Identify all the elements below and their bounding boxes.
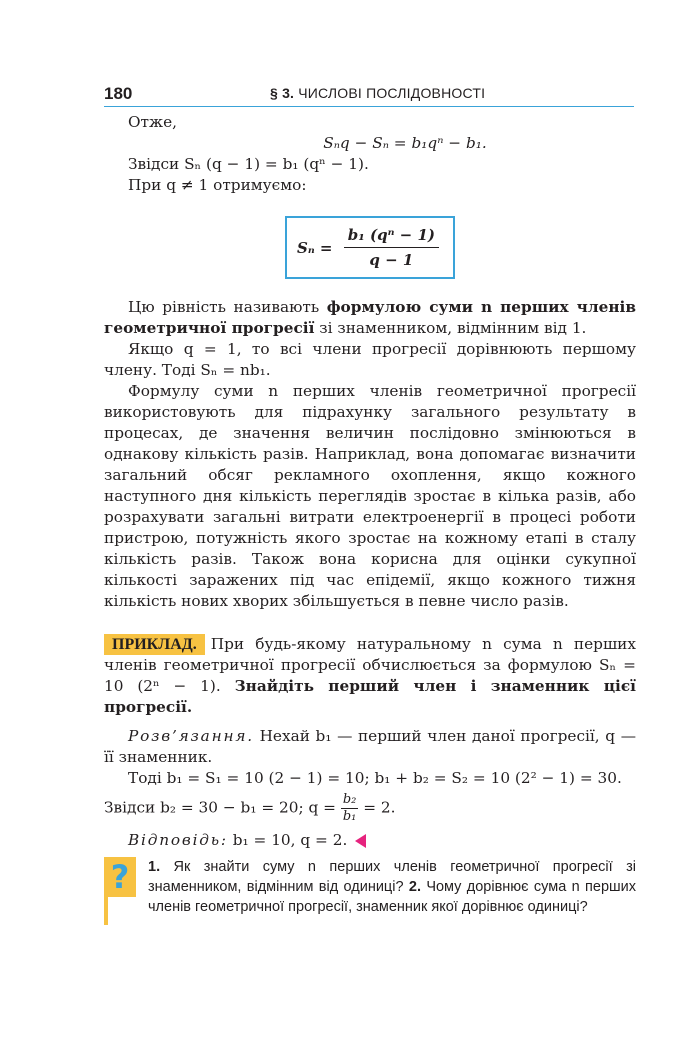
- answer-line: [104, 830, 636, 851]
- question-1-text: Як знайти суму n перших членів геометричної прогресії зі знаменником, відмінним від одиниці?: [148, 859, 636, 895]
- paragraph-applications: Формулу суми n перших членів геометричної прогресії використовують для підрахунку загального результату в процесах, де значення величин послідовно змінюються в однакову кількість разів. Наприклад, вона допомагає визначити загальний обсяг рекламного охоплення, якщо кожного наступного дня кількість переглядів зростає в кілька разів, або розрахувати загальні витрати електроенергії в процесі роботи пристрою, потужність якого зростає на кожному етапі в сталу кількість разів. Також вона корисна для оцінки сукупної кількості заражених під час епідемії, якщо кожного тижня кількість нових хворих збільшується в певне число разів.: [104, 382, 636, 610]
- paragraph-q-equals-one: Якщо q = 1, то всі члени прогресії дорівнюють першому члену. Тоді Sₙ = nb₁.: [104, 340, 636, 379]
- solution-text: Нехай b₁ — перший член даної прогресії, q — її знаменник.: [104, 727, 636, 766]
- formula-lhs: Sₙ =: [296, 238, 333, 257]
- solution-intro: [104, 726, 636, 768]
- derivation-zvidsy: Звідси Sₙ (q − 1) = b₁ (qⁿ − 1).: [128, 155, 369, 173]
- example-condition: При будь-якому натуральному n сума n перших членів геометричної прогресії обчислюється за формулою Sₙ = 10 (2ⁿ − 1).: [104, 635, 636, 695]
- question-accent-bar: [104, 897, 108, 925]
- derivation-condition: При q ≠ 1 отримуємо:: [128, 176, 307, 194]
- end-of-example-arrow-icon: [355, 834, 366, 848]
- main-content: [104, 112, 636, 851]
- solution-line-todi: Тоді b₁ = S₁ = 10 (2 − 1) = 10; b₁ + b₂ = S₂ = 10 (2² − 1) = 30.: [128, 769, 622, 787]
- question-1-number: 1.: [148, 859, 161, 875]
- solution-line-zvidsy: [104, 793, 636, 824]
- page-number: 180: [104, 84, 133, 103]
- question-2-number: 2.: [408, 879, 421, 895]
- formula-container: [104, 216, 636, 279]
- example-task: Знайдіть перший член і знаменник цієї прогресії.: [104, 677, 636, 716]
- questions-text: [148, 857, 636, 917]
- section-title-text: ЧИСЛОВІ ПОСЛІДОВНОСТІ: [298, 85, 486, 101]
- example-statement: [104, 634, 636, 718]
- definition-prefix: Цю рівність називають: [128, 298, 327, 316]
- sum-formula-box: [285, 216, 455, 279]
- paragraph-definition: [104, 297, 636, 339]
- question-mark-icon: ?: [104, 857, 136, 897]
- section-title: [270, 85, 485, 101]
- q-result: = 2.: [358, 798, 396, 817]
- solution-label: Розв’язання.: [128, 727, 254, 745]
- example-badge: ПРИКЛАД.: [104, 634, 205, 655]
- q-fraction: [341, 793, 359, 824]
- formula-numerator: b₁ (qⁿ − 1): [344, 226, 439, 248]
- derivation-otzhe: Отже,: [128, 113, 177, 131]
- page-header: [104, 80, 634, 107]
- formula-denominator: q − 1: [369, 251, 414, 269]
- q-fraction-numerator: b₂: [342, 792, 357, 807]
- question-2-text: Чому дорівнює сума n перших членів геометричної прогресії, знаменник якої дорівнює одиниці?: [148, 879, 636, 915]
- formula-fraction: [344, 226, 439, 269]
- definition-term: формулою суми n перших членів геометричної прогресії: [104, 298, 636, 337]
- section-symbol: § 3.: [270, 85, 295, 101]
- solution-zvidsy-text: Звідси b₂ = 30 − b₁ = 20; q =: [104, 798, 341, 817]
- answer-label: Відповідь:: [128, 831, 228, 849]
- definition-suffix: зі знаменником, відмінним від 1.: [314, 319, 587, 337]
- answer-text: b₁ = 10, q = 2.: [227, 831, 348, 849]
- q-fraction-denominator: b₁: [342, 809, 357, 824]
- derivation-equation: Sₙq − Sₙ = b₁qⁿ − b₁.: [323, 134, 487, 152]
